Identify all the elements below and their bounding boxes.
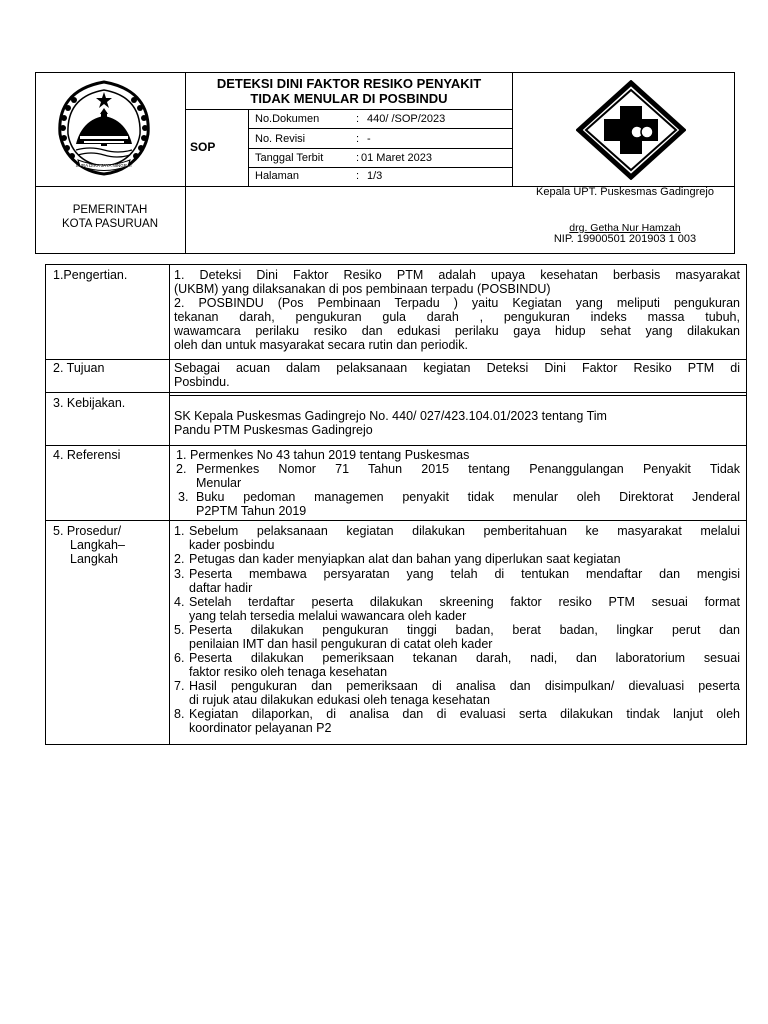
text-line: oleh dan untuk masyarakat secara rutin dan periodik. (174, 338, 468, 352)
text-line: Permenkes Nomor 71 Tahun 2015 tentang Penanggulangan Penyakit Tidak (196, 462, 740, 476)
section-text-tujuan (174, 361, 740, 389)
title-line: DETEKSI DINI FAKTOR RESIKO PENYAKIT (216, 76, 482, 91)
procedure-step (174, 524, 740, 552)
label-line: Langkah– (70, 538, 125, 552)
text-line: daftar hadir (189, 581, 253, 595)
list-number: 8. (174, 707, 185, 721)
meta-label: No.Dokumen (255, 113, 320, 125)
reference-text (196, 490, 740, 518)
table-column-divider (169, 264, 170, 745)
text-line: koordinator pelayanan P2 (189, 721, 332, 735)
text-line: Setelah terdaftar peserta dilakukan skreening faktor resiko PTM sesuai format (189, 595, 740, 609)
text-line: P2PTM Tahun 2019 (196, 504, 307, 518)
city-emblem-logo (50, 78, 158, 178)
text-line: Permenkes No 43 tahun 2019 tentang Puskesmas (190, 448, 470, 462)
text-line: faktor resiko oleh tenaga kesehatan (189, 665, 388, 679)
text-line: di rujuk atau dilakukan edukasi oleh tenaga kesehatan (189, 693, 490, 707)
procedure-step (174, 595, 740, 623)
text-line: tekanan darah, pengukuran gula darah , pengukuran indeks massa tubuh, (174, 310, 740, 324)
sop-label: SOP (190, 140, 216, 154)
procedure-step (174, 567, 740, 595)
reference-item (176, 462, 740, 490)
text-line: Posbindu. (174, 375, 230, 389)
meta-colon: : (356, 113, 360, 125)
table-row-divider (45, 392, 747, 393)
table-row-divider (169, 395, 747, 396)
meta-value: 1/3 (367, 170, 383, 182)
reference-item (178, 490, 740, 518)
signer-title: Kepala UPT. Puskesmas Gadingrejo (536, 186, 714, 198)
step-text (189, 567, 740, 595)
step-text (189, 679, 740, 707)
section-label-tujuan: 2. Tujuan (53, 361, 105, 375)
reference-text (196, 462, 740, 490)
text-line: Menular (196, 476, 242, 490)
text-line: Sebagai acuan dalam pelaksanaan kegiatan Deteksi Dini Faktor Resiko PTM di (174, 361, 740, 375)
meta-row-halaman (255, 167, 511, 186)
text-line: kader posbindu (189, 538, 275, 552)
government-name (36, 203, 184, 231)
step-text (189, 707, 740, 735)
text-line: Buku pedoman managemen penyakit tidak menular oleh Direktorat Jenderal (196, 490, 740, 504)
section-text-kebijakan (174, 409, 740, 437)
meta-value: 01 Maret 2023 (361, 152, 432, 164)
puskesmas-logo (576, 80, 686, 180)
meta-colon: : (356, 152, 360, 164)
label-line: 5. Prosedur/ (53, 524, 122, 538)
list-number: 7. (174, 679, 185, 693)
list-number: 6. (174, 651, 185, 665)
meta-row-tanggal-terbit (255, 149, 511, 168)
government-line: KOTA PASURUAN (61, 218, 159, 230)
text-line: 1. Deteksi Dini Faktor Resiko PTM adalah upaya kesehatan berbasis masyarakat (174, 268, 740, 282)
signer-name: drg. Getha Nur Hamzah (569, 222, 681, 234)
procedure-step (174, 707, 740, 735)
table-row-divider (45, 445, 747, 446)
meta-label: Halaman (255, 170, 300, 182)
step-text (189, 524, 740, 552)
list-number: 3. (174, 567, 185, 581)
step-text (189, 651, 740, 679)
step-text (189, 595, 740, 623)
title-line: TIDAK MENULAR DI POSBINDU (250, 91, 448, 106)
section-text-pengertian (174, 268, 740, 352)
text-line: Sebelum pelaksanaan kegiatan dilakukan pemberitahuan ke masyarakat melalui (189, 524, 740, 538)
document-title (186, 76, 512, 106)
text-line: wawamcara perilaku resiko dan edukasi perilaku gaya hidup sehat yang dilakukan (174, 324, 740, 338)
meta-label: No. Revisi (255, 133, 306, 145)
section-label-prosedur (53, 524, 125, 566)
text-line: Peserta dilakukan pemeriksaan tekanan darah, nadi, dan laboratorium sesuai (189, 651, 740, 665)
list-number: 1. (174, 524, 185, 538)
table-row-divider (45, 359, 747, 360)
list-number: 4. (174, 595, 185, 609)
section-label-pengertian: 1.Pengertian. (53, 268, 128, 282)
text-line: Kegiatan dilaporkan, di analisa dan di evaluasi serta dilakukan tindak lanjut oleh (189, 707, 740, 721)
meta-row-no-revisi (255, 130, 511, 149)
section-label-kebijakan: 3. Kebijakan. (53, 396, 126, 410)
step-text (189, 623, 740, 651)
procedure-step (174, 651, 740, 679)
signer-nip: NIP. 19900501 201903 1 003 (553, 233, 697, 245)
emblem-motto: SURA DIRA JAYA NINGRAT (75, 163, 133, 168)
list-number: 2. (176, 462, 187, 476)
government-line: PEMERINTAH (72, 204, 148, 216)
text-line: (UKBM) yang dilaksanakan di pos pembinaan terpadu (POSBINDU) (174, 282, 551, 296)
text-line: SK Kepala Puskesmas Gadingrejo No. 440/ 027/423.104.01/2023 tentang Tim (174, 409, 607, 423)
meta-colon: : (356, 133, 360, 145)
list-number: 3. (178, 490, 189, 504)
list-number: 1. (176, 448, 187, 462)
list-number: 5. (174, 623, 185, 637)
section-label-referensi: 4. Referensi (53, 448, 121, 462)
text-line: 2. POSBINDU (Pos Pembinaan Terpadu ) yaitu Kegiatan yang meliputi pengukuran (174, 296, 740, 310)
procedure-step (174, 623, 740, 651)
reference-item (176, 448, 740, 462)
meta-colon: : (356, 170, 360, 182)
text-line: Peserta dilakukan pengukuran tinggi badan, berat badan, lingkar perut dan (189, 623, 740, 637)
procedure-step (174, 552, 740, 566)
table-row-divider (45, 520, 747, 521)
meta-row-no-dokumen (255, 110, 511, 129)
procedure-step (174, 679, 740, 707)
text-line: Pandu PTM Puskesmas Gadingrejo (174, 423, 373, 437)
text-line: Peserta membawa persyaratan yang telah di tentukan mendaftar dan mengisi (189, 567, 740, 581)
meta-value: - (367, 133, 371, 145)
meta-value: 440/ /SOP/2023 (367, 113, 446, 125)
meta-label: Tanggal Terbit (255, 152, 324, 164)
label-line: Langkah (70, 552, 118, 566)
text-line: Petugas dan kader menyiapkan alat dan bahan yang diperlukan saat kegiatan (189, 552, 621, 566)
text-line: penilaian IMT dan hasil pengukuran di catat oleh kader (189, 637, 493, 651)
header-divider (512, 72, 513, 186)
text-line: yang telah tersedia melalui wawancara oleh kader (189, 609, 467, 623)
text-line: Hasil pengukuran dan pemeriksaan di analisa dan disimpulkan/ dievaluasi peserta (189, 679, 740, 693)
list-number: 2. (174, 552, 185, 566)
